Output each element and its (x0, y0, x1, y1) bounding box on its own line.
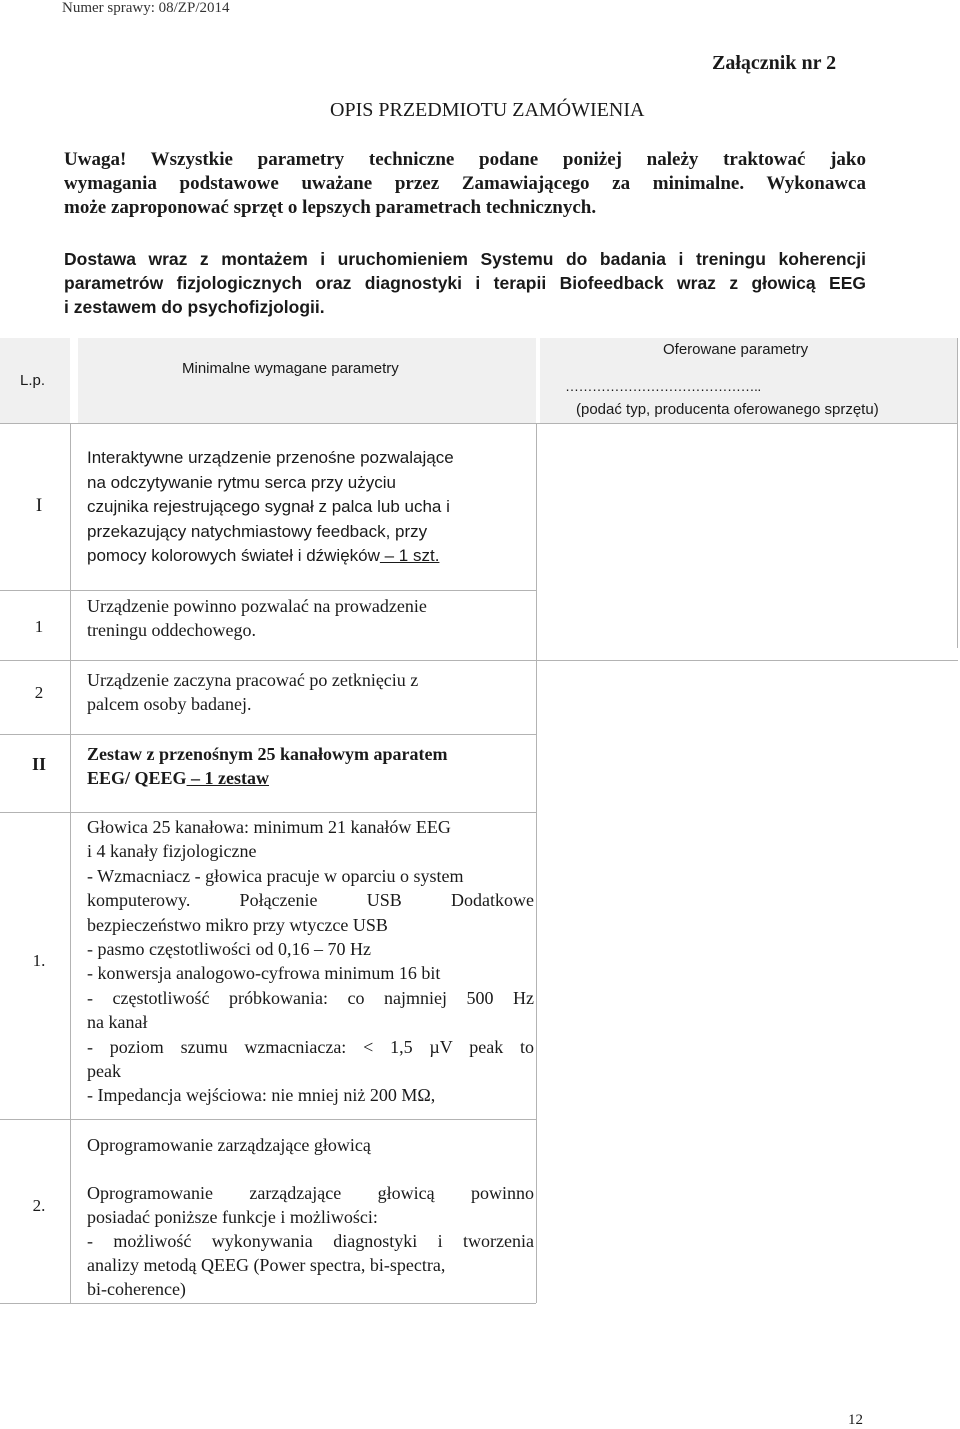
delivery-line: Dostawa wraz z montażem i uruchomieniem Systemu do badania i treningu koherencji (64, 249, 866, 269)
row-line: Oprogramowanie zarządzające głowicą powinno (87, 1183, 534, 1203)
header-cell-bg (78, 338, 536, 423)
grid-line (957, 338, 958, 648)
row-line (87, 766, 534, 790)
row-line: treningu oddechowego. (87, 620, 256, 640)
grid-line (0, 590, 536, 591)
row-line: czujnika rejestrującego sygnał z palca lub ucha i (87, 497, 450, 516)
header-lp: L.p. (20, 372, 46, 389)
row-line: bi-coherence) (87, 1279, 186, 1299)
row-line: Interaktywne urządzenie przenośne pozwalające (87, 448, 454, 467)
grid-line (0, 812, 536, 813)
row-line: - Wzmacniacz - głowica pracuje w oparciu o system (87, 865, 464, 886)
row-text (87, 742, 534, 790)
row-line: posiadać poniższe funkcje i możliwości: (87, 1207, 378, 1227)
document-title: OPIS PRZEDMIOTU ZAMÓWIENIA (330, 99, 645, 121)
header-offered-dots: …………………………………….. (565, 378, 761, 394)
delivery-line: i zestawem do psychofizjologii. (64, 297, 325, 317)
row-line: analizy metodą QEEG (Power spectra, bi-spectra, (87, 1255, 446, 1275)
note-line: może zaproponować sprzęt o lepszych parametrach technicznych. (64, 197, 597, 218)
grid-line (0, 734, 536, 735)
row-line: i 4 kanały fizjologiczne (87, 841, 257, 862)
row-text (87, 1181, 534, 1301)
row-text (87, 446, 534, 569)
row-text (87, 815, 534, 1108)
row-line: przekazujący natychmiastowy feedback, przy (87, 521, 428, 541)
row-text (87, 668, 534, 716)
row-line: na kanał (87, 1012, 148, 1033)
row-line: - konwersja analogowo-cyfrowa minimum 16 bit (87, 963, 441, 984)
row-number: I (35, 495, 43, 516)
row-line: Głowica 25 kanałowa: minimum 21 kanałów EEG (87, 817, 451, 837)
grid-line (0, 423, 958, 424)
row-number: 1 (34, 617, 44, 636)
row-line-text: pomocy kolorowych świateł i dźwięków (87, 546, 380, 565)
row-line: - możliwość wykonywania diagnostyki i tworzenia (87, 1231, 534, 1251)
row-heading: Oprogramowanie zarządzające głowicą (87, 1135, 371, 1155)
row-line: na odczytywanie rytmu serca przy użyciu (87, 472, 396, 492)
row-number: 2. (32, 1196, 46, 1215)
note-paragraph (64, 148, 866, 220)
row-line: Urządzenie zaczyna pracować po zetknięciu z (87, 670, 419, 690)
grid-line (0, 660, 958, 661)
header-offered-note: (podać typ, producenta oferowanego sprzętu) (576, 401, 879, 418)
case-number: Numer sprawy: 08/ZP/2014 (62, 0, 230, 16)
row-text (87, 594, 534, 642)
header-offered-params: Oferowane parametry (663, 341, 809, 358)
row-line (87, 544, 534, 569)
quantity-label: – 1 zestaw (186, 768, 270, 788)
page-number: 12 (848, 1412, 863, 1428)
row-number: II (31, 754, 46, 774)
grid-line (536, 423, 537, 1303)
grid-line (0, 1303, 536, 1304)
row-line: - Impedancja wejściowa: nie mniej niż 200 MΩ, (87, 1085, 436, 1106)
quantity-label: – 1 szt. (379, 546, 440, 565)
row-line: Zestaw z przenośnym 25 kanałowym aparatem (87, 744, 448, 764)
row-line: palcem osoby badanej. (87, 694, 252, 714)
grid-line (70, 423, 71, 1303)
header-min-params: Minimalne wymagane parametry (182, 360, 399, 377)
grid-line (0, 1119, 536, 1120)
row-line: bezpieczeństwo mikro przy wtyczce USB (87, 914, 388, 935)
row-line-text: EEG/ QEEG (87, 768, 187, 788)
row-number: 2 (34, 683, 44, 702)
row-line: peak (87, 1061, 121, 1082)
row-line: Urządzenie powinno pozwalać na prowadzenie (87, 596, 427, 616)
row-line: - częstotliwość próbkowania: co najmniej 500 Hz (87, 987, 534, 1008)
row-line: - poziom szumu wzmacniacza: < 1,5 µV peak to (87, 1036, 534, 1057)
row-number: 1. (32, 951, 46, 970)
row-line: komputerowy. Połączenie USB Dodatkowe (87, 890, 534, 911)
note-line: wymagania podstawowe uważane przez Zamawiającego za minimalne. Wykonawca (64, 173, 866, 194)
note-line: Uwaga! Wszystkie parametry techniczne podane poniżej należy traktować jako (64, 149, 866, 170)
delivery-line: parametrów fizjologicznych oraz diagnostyki i terapii Biofeedback wraz z głowicą EEG (64, 273, 866, 293)
delivery-paragraph (64, 247, 866, 319)
row-line: - pasmo częstotliwości od 0,16 – 70 Hz (87, 939, 371, 960)
annex-label: Załącznik nr 2 (712, 52, 837, 74)
